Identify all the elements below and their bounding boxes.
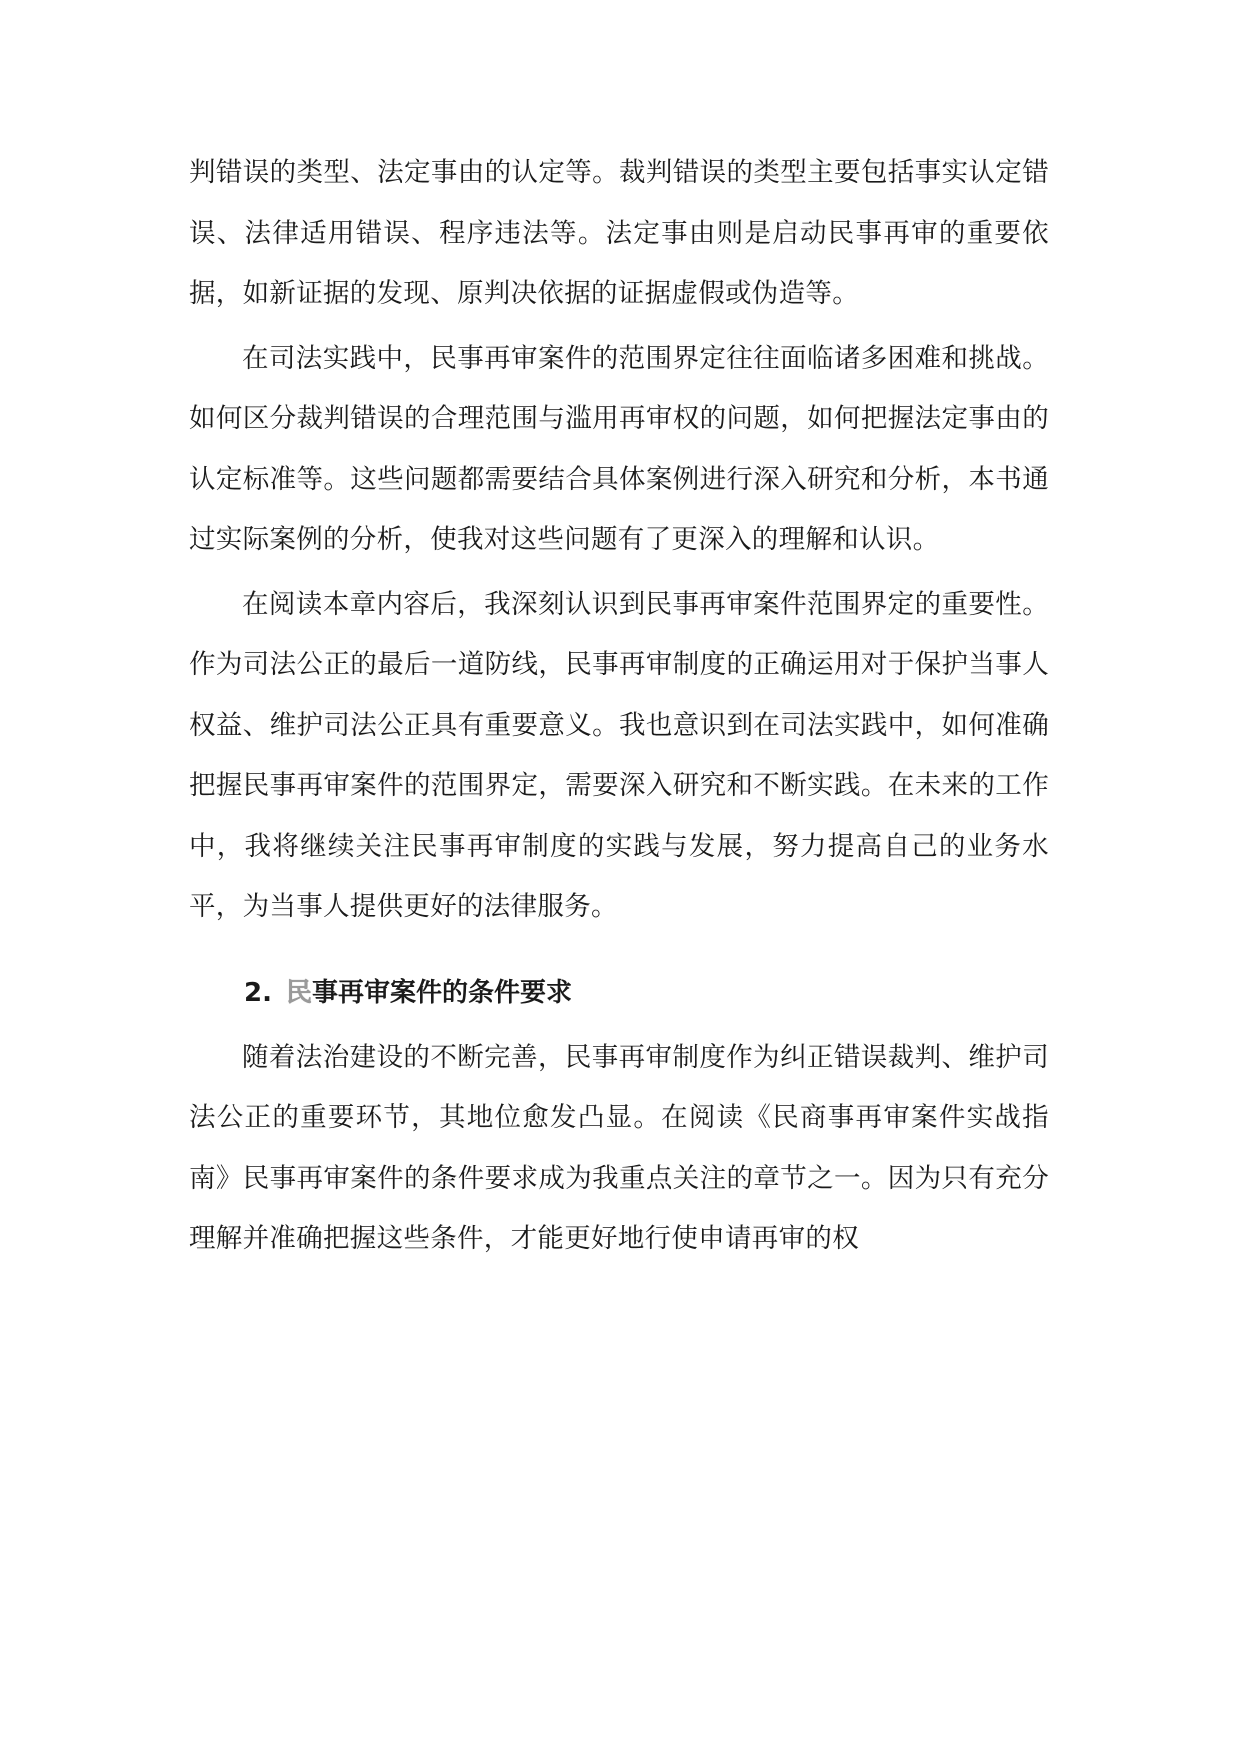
section-heading: [189, 962, 1049, 1024]
section-spacer: [189, 938, 1049, 962]
paragraph-scope-challenges: 在司法实践中，民事再审案件的范围界定往往面临诸多困难和挑战。如何区分裁判错误的合理范围与滥用再审权的问题，如何把握法定事由的认定标准等。这些问题都需要结合具体案例进行深入研究和分析，本书通过实际案例的分析，使我对这些问题有了更深入的理解和认识。: [189, 342, 1049, 555]
section-number: 2.: [244, 977, 272, 1008]
paragraph-conditions-intro: 随着法治建设的不断完善，民事再审制度作为纠正错误裁判、维护司法公正的重要环节，其地位愈发凸显。在阅读《民商事再审案件实战指南》民事再审案件的条件要求成为我重点关注的章节之一。因为只有充分理解并准确把握这些条件，才能更好地行使申请再审的权: [189, 1041, 1049, 1254]
document-body: [189, 143, 1049, 1270]
section-heading-text: 事再审案件的条件要求: [311, 977, 572, 1008]
paragraph-continued: 判错误的类型、法定事由的认定等。裁判错误的类型主要包括事实认定错误、法律适用错误、程序违法等。法定事由则是启动民事再审的重要依据，如新证据的发现、原判决依据的证据虚假或伪造等。: [189, 157, 1049, 309]
section-heading-first-char: 民: [285, 977, 312, 1008]
paragraph-reflection: 在阅读本章内容后，我深刻认识到民事再审案件范围界定的重要性。作为司法公正的最后一道防线，民事再审制度的正确运用对于保护当事人权益、维护司法公正具有重要意义。我也意识到在司法实践中，如何准确把握民事再审案件的范围界定，需要深入研究和不断实践。在未来的工作中，我将继续关注民事再审制度的实践与发展，努力提高自己的业务水平，为当事人提供更好的法律服务。: [189, 588, 1049, 922]
